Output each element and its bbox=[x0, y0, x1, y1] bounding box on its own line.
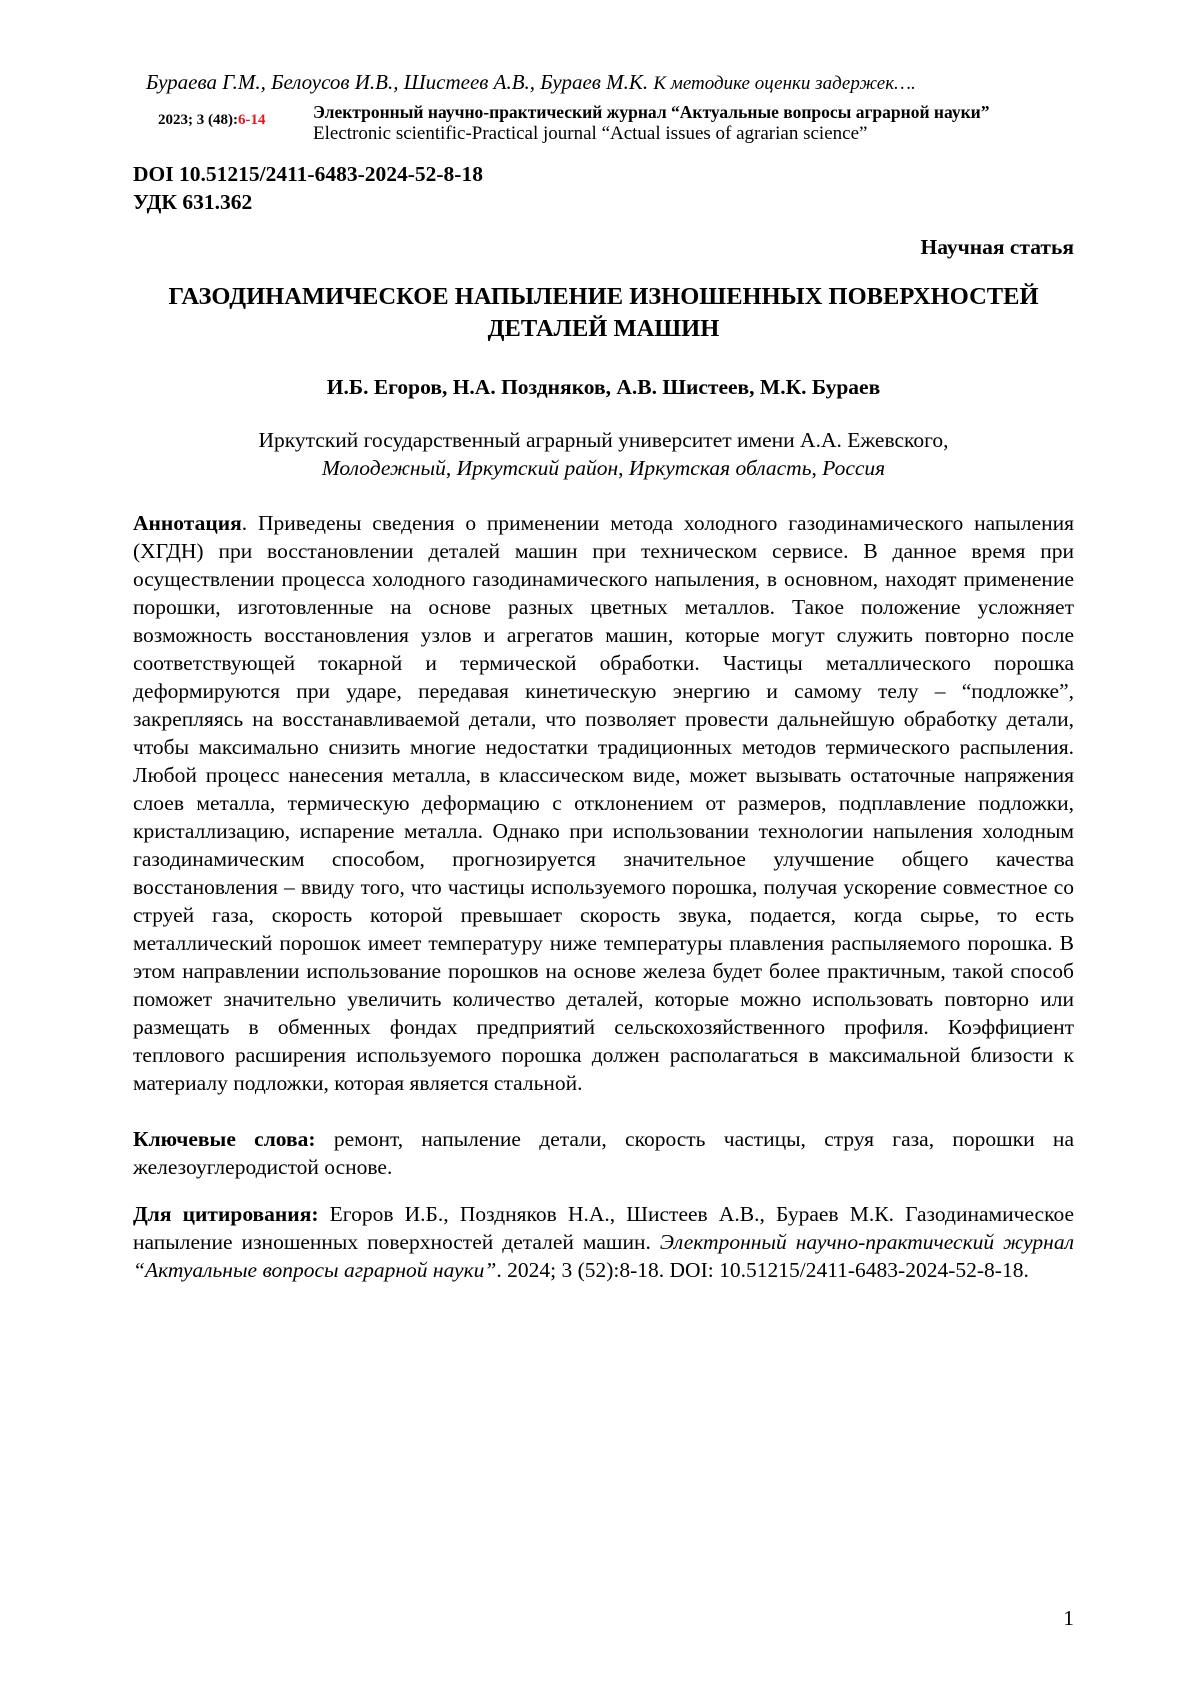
running-head-title: К методике оценки задержек…. bbox=[653, 73, 915, 94]
abstract bbox=[133, 509, 1074, 1097]
journal-name-ru: Электронный научно-практический журнал “Актуальные вопросы аграрной науки” bbox=[313, 102, 990, 123]
citation-text: Егоров И.Б., Поздняков Н.А., Шистеев А.В., Бураев М.К. Газодинамическое напыление изношенных поверхностей деталей машин. bbox=[133, 1202, 1074, 1254]
article-title: ГАЗОДИНАМИЧЕСКОЕ НАПЫЛЕНИЕ ИЗНОШЕННЫХ ПОВЕРХНОСТЕЙ ДЕТАЛЕЙ МАШИН bbox=[133, 281, 1074, 345]
citation-details: . 2024; 3 (52):8-18. DOI: 10.51215/2411-6483-2024-52-8-18. bbox=[496, 1258, 1028, 1282]
article-type: Научная статья bbox=[920, 235, 1074, 260]
affiliation-university: Иркутский государственный аграрный университет имени А.А. Ежевского, bbox=[133, 426, 1074, 454]
citation bbox=[133, 1200, 1074, 1284]
running-head bbox=[146, 70, 1126, 95]
citation-label: Для цитирования: bbox=[133, 1202, 318, 1226]
abstract-text: . Приведены сведения о применении метода холодного газодинамического напыления (ХГДН) при восстановлении деталей машин при техническом сервисе. В данное время при осуществлении процесса холодного газодинамического напыления, в основном, находят применение порошки, изготовленные на основе разных цветных металлов. Такое положение усложняет возможность восстановления узлов и агрегатов машин, которые могут служить повторно после соответствующей токарной и термической обработки. Частицы металлического порошка деформируются при ударе, передавая кинетическую энергию и самому телу – “подложке”, закрепляясь на восстанавливаемой детали, что позволяет провести дальнейшую обработку детали, чтобы максимально снизить многие недостатки традиционных методов термического распыления. Любой процесс нанесения металла, в классическом виде, может вызывать остаточные напряжения слоев металла, термическую деформацию с отклонением от размеров, подплавление подложки, кристаллизацию, испарение металла. Однако при использовании технологии напыления холодным газодинамическим способом, прогнозируется значительное улучшение общего качества восстановления – ввиду того, что частицы используемого порошка, получая ускорение совместное со струей газа, скорость которой превышает скорость звука, подается, когда сырье, то есть металлический порошок имеет температуру ниже температуры плавления распыляемого порошка. В этом направлении использование порошков на основе железа будет более практичным, такой способ поможет значительно увеличить количество деталей, которые можно использовать повторно или размещать в обменных фондах предприятий сельскохозяйственного профиля. Коэффициент теплового расширения используемого порошка должен располагаться в максимальной близости к материалу подложки, которая является стальной. bbox=[133, 511, 1074, 1095]
paper-page bbox=[0, 0, 1200, 1697]
affiliation-place-4: Россия bbox=[822, 456, 885, 480]
keywords-text: ремонт, напыление детали, скорость частицы, струя газа, порошки на железоуглеродистой основе. bbox=[133, 1127, 1074, 1179]
abstract-label: Аннотация bbox=[133, 511, 242, 535]
udk: УДК 631.362 bbox=[133, 190, 252, 215]
keywords bbox=[133, 1125, 1074, 1181]
citation-journal: Электронный научно-практический журнал “Актуальные вопросы аграрной науки” bbox=[133, 1230, 1074, 1282]
affiliation-place-3: Иркутская область bbox=[629, 456, 812, 480]
issue-info bbox=[158, 112, 265, 129]
doi: DOI 10.51215/2411-6483-2024-52-8-18 bbox=[133, 162, 483, 187]
journal-name-en: Electronic scientific-Practical journal “Actual issues of agrarian science” bbox=[313, 123, 867, 145]
issue-pages: 6-14 bbox=[238, 112, 266, 128]
page-number: 1 bbox=[1063, 1606, 1074, 1631]
running-head-authors: Бураева Г.М., Белоусов И.В., Шистеев А.В., Бураев М.К. bbox=[146, 70, 648, 94]
article-authors: И.Б. Егоров, Н.А. Поздняков, А.В. Шистеев, М.К. Бураев bbox=[133, 375, 1074, 400]
affiliation-place-2: Иркутский район bbox=[457, 456, 619, 480]
keywords-label: Ключевые слова: bbox=[133, 1127, 316, 1151]
affiliation bbox=[133, 426, 1074, 482]
affiliation-place-1: Молодежный bbox=[322, 456, 446, 480]
issue-number: 2023; 3 (48): bbox=[158, 112, 238, 128]
affiliation-location: Молодежный, Иркутский район, Иркутская область, Россия bbox=[133, 454, 1074, 482]
